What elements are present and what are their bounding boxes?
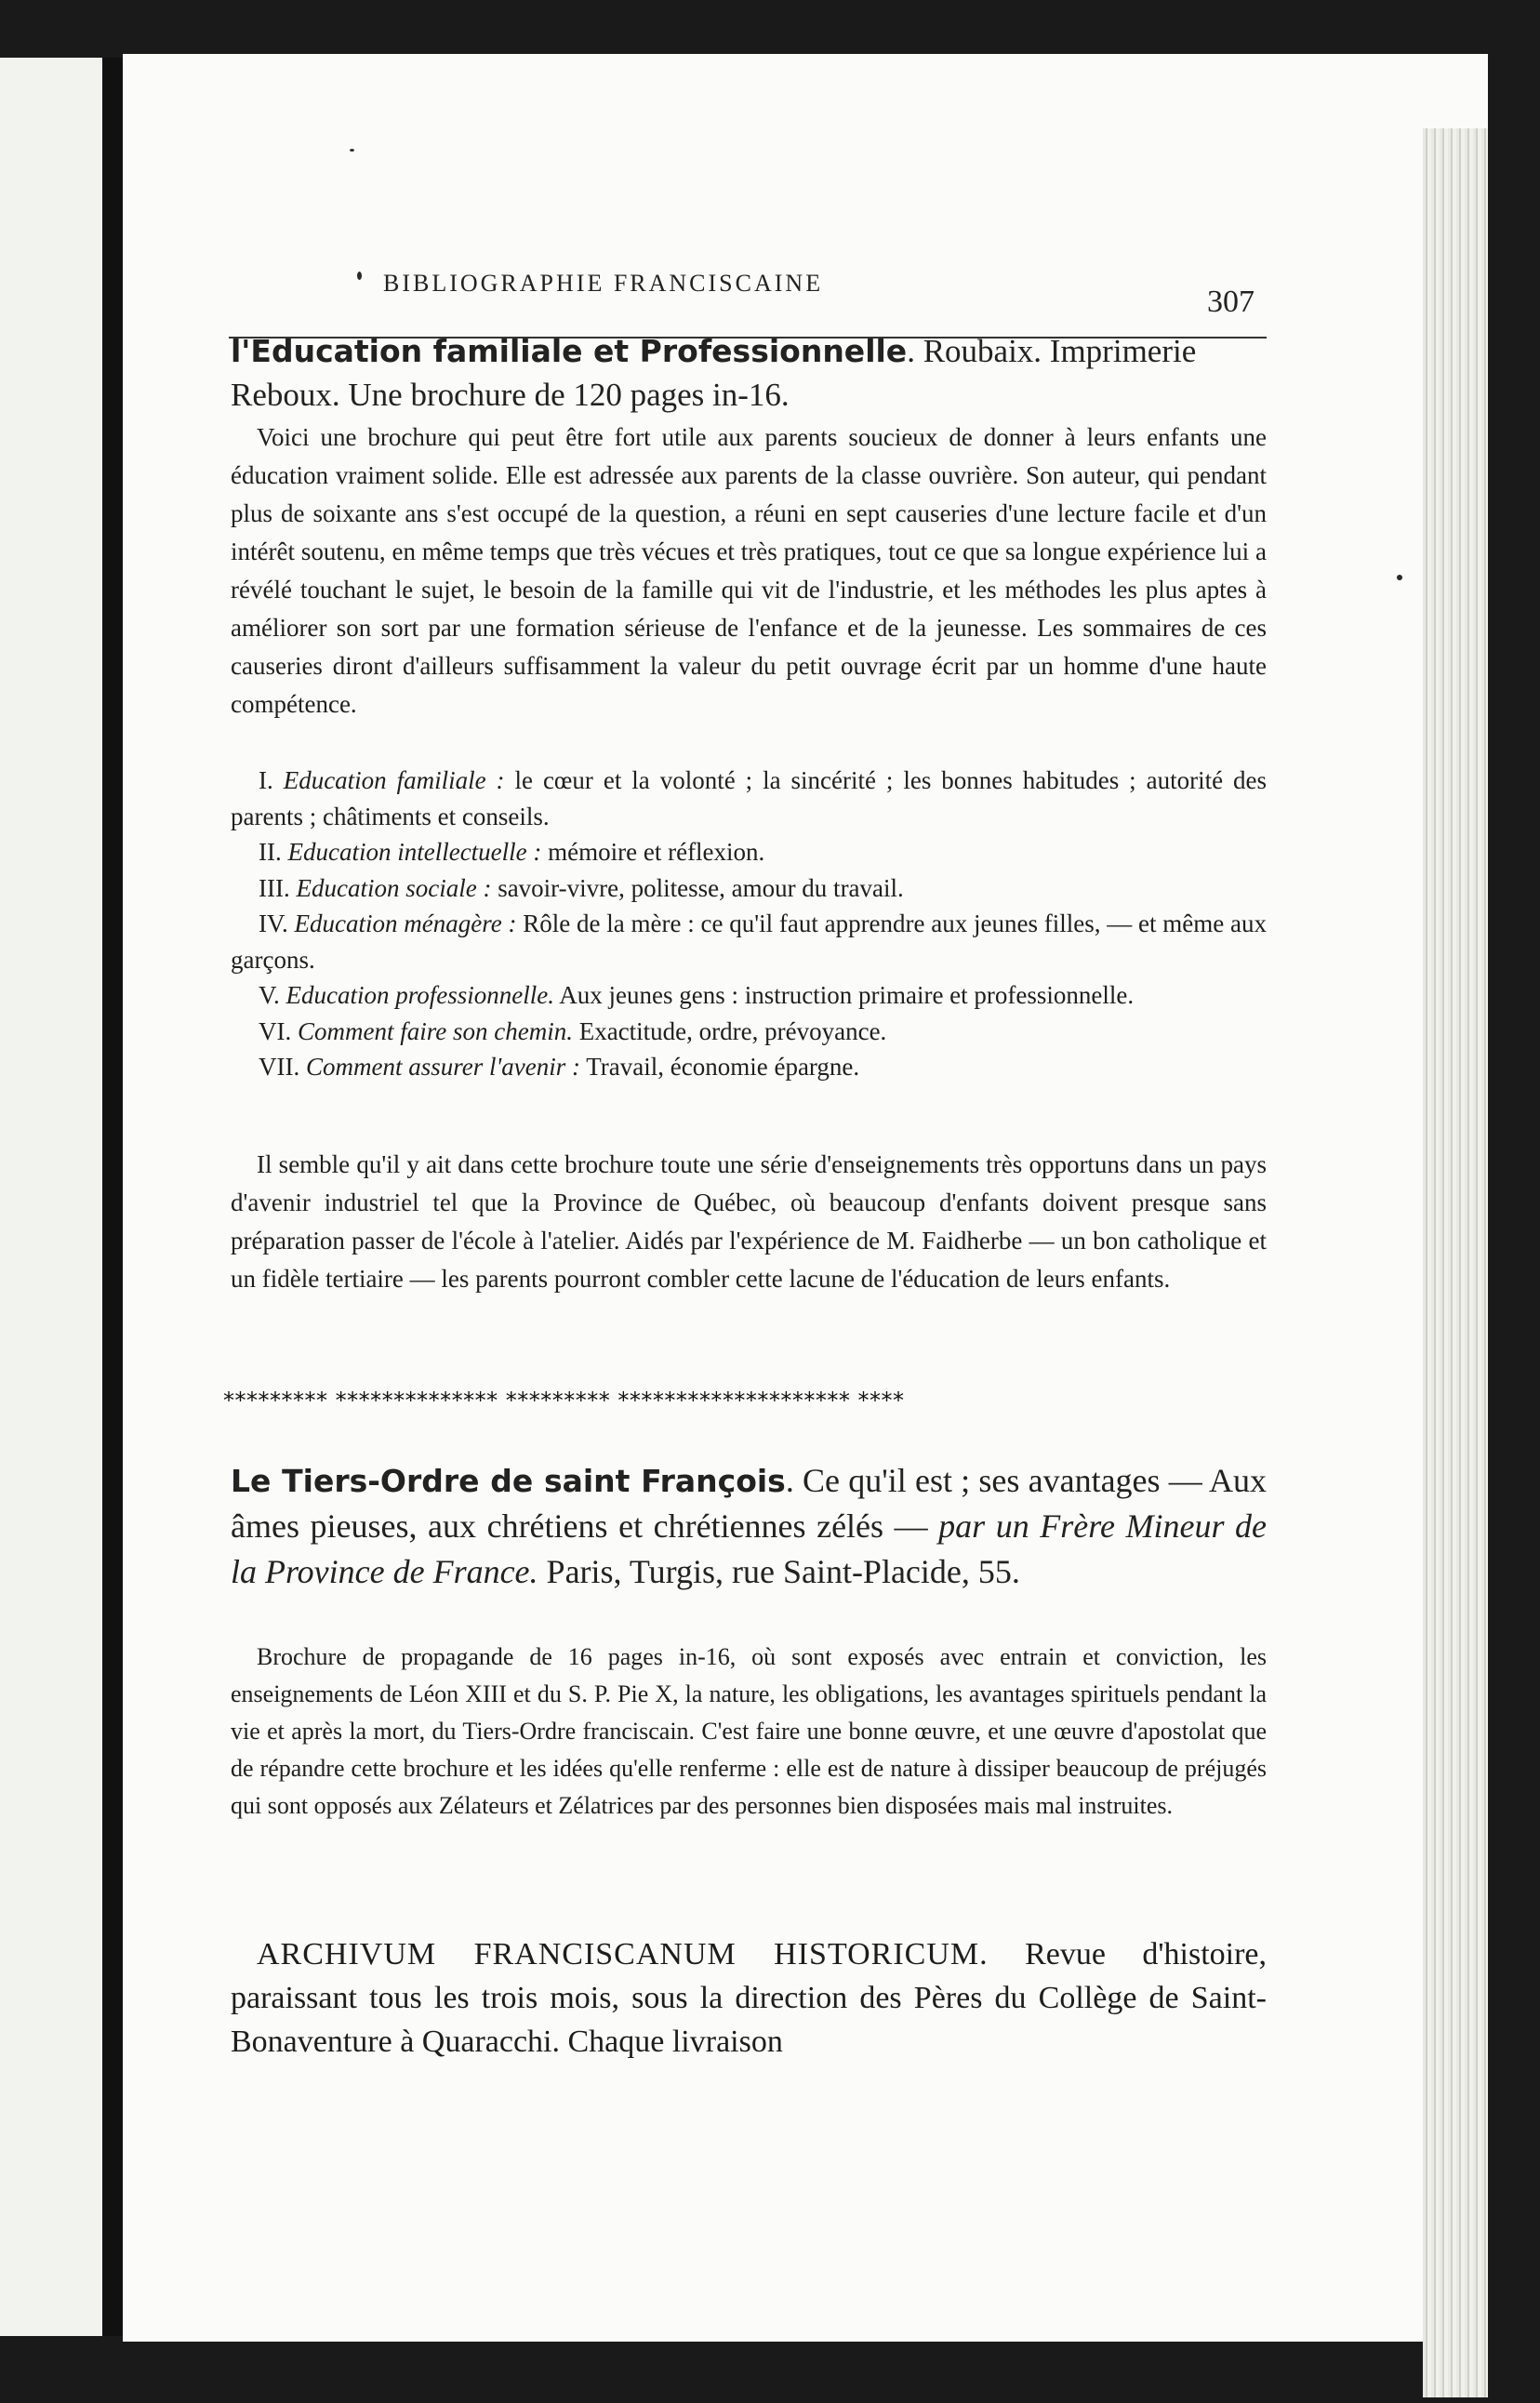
entry1-closing: Il semble qu'il y ait dans cette brochure toute une série d'enseignements très opportuns dans un pays d'avenir industriel tel que la Province de Québec, où beaucoup d'enfants doivent presque sans préparation passer de l'école à l'atelier. Aidés par l'expérience de M. Faidherbe — un bon catholique et un fidèle tertiaire — les parents pourront combler cette lacune de l'éducation de leurs enfants.	[231, 1150, 1267, 1293]
entry3-paragraph	[231, 1932, 1267, 2064]
entry1-imprint: . Roubaix. Imprimerie Reboux. Une brochure de 120 pages in-16.	[231, 333, 1197, 413]
section-separator: ********* ************** ********* ******************** ****	[223, 1387, 905, 1414]
entry1-paragraph: Voici une brochure qui peut être fort utile aux parents soucieux de donner à leurs enfants une éducation vraiment solide. Elle est adressée aux parents de la classe ouvrière. Son auteur, qui pendant plus de soixante ans s'est occupé de la question, a réuni en sept causeries d'une lecture facile et d'un intérêt soutenu, en même temps que très vécues et très pratiques, tout ce que sa longue expérience lui a révélé touchant le sujet, le besoin de la famille qui vit de l'industrie, et les méthodes les plus aptes à améliorer son sort par une formation sérieuse de l'enfance et de la jeunesse. Les sommaires de ces causeries diront d'ailleurs suffisamment la valeur du petit ouvrage écrit par un homme d'une haute compétence.	[231, 423, 1267, 718]
contents-item: VII. Comment assurer l'avenir : Travail, économie épargne.	[259, 1053, 860, 1081]
contents-item: IV. Education ménagère : Rôle de la mère : ce qu'il faut apprendre aux jeunes filles, — et même aux garçons.	[231, 909, 1267, 974]
entry2-paragraph: Brochure de propagande de 16 pages in-16, où sont exposés avec entrain et conviction, les enseignements de Léon XIII et du S. P. Pie X, la nature, les obligations, les avantages spirituels pendant la vie et après la mort, du Tiers-Ordre franciscain. C'est faire une bonne œuvre, et une œuvre d'apostolat que de répandre cette brochure et les idées qu'elle renferme : elle est de nature à dissiper beaucoup de préjugés qui sont opposés aux Zélateurs et Zélatrices par des personnes bien disposées mais mal instruites.	[231, 1643, 1267, 1819]
ink-speck	[1397, 575, 1402, 580]
entry2-imprint: Paris, Turgis, rue Saint-Placide, 55.	[546, 1553, 1020, 1590]
entry1-title: l'Education familiale et Professionnelle	[231, 333, 908, 369]
entry3-title: ARCHIVUM FRANCISCANUM HISTORICUM.	[257, 1937, 989, 1972]
entry2-subtitle: . Ce qu'il est ; ses avantages — Aux âmes pieuses, aux chrétiens et chrétiennes zélés —	[231, 1462, 1267, 1545]
contents-item: III. Education sociale : savoir-vivre, politesse, amour du travail.	[259, 873, 904, 902]
entry1-heading	[231, 329, 1267, 417]
book-gutter	[102, 58, 123, 2336]
facing-page-edge	[0, 58, 104, 2336]
contents-item: I. Education familiale : le cœur et la volonté ; la sincérité ; les bonnes habitudes ; autorité des parents ; châtiments et conseils.	[231, 766, 1268, 830]
entry1-contents	[231, 763, 1267, 1085]
ink-speck	[350, 149, 354, 152]
contents-item: II. Education intellectuelle : mémoire et réflexion.	[259, 838, 765, 866]
entry2-title: Le Tiers-Ordre de saint François	[231, 1463, 786, 1499]
running-head: BIBLIOGRAPHIE FRANCISCAINE	[383, 270, 824, 297]
entry2-author: par un Frère Mineur de la Province de France.	[231, 1507, 1267, 1590]
entry2-heading	[231, 1458, 1267, 1595]
ink-speck	[357, 272, 362, 280]
page-stack-edge	[1423, 128, 1488, 2397]
contents-item: V. Education professionnelle. Aux jeunes gens : instruction primaire et professionnelle.	[259, 981, 1135, 1009]
page-number: 307	[1207, 285, 1255, 319]
contents-item: VI. Comment faire son chemin. Exactitude, ordre, prévoyance.	[259, 1016, 887, 1045]
entry3-text: Revue d'histoire, paraissant tous les trois mois, sous la direction des Pères du Collège de Saint-Bonaventure à Quaracchi. Chaque livraison	[231, 1937, 1268, 2059]
